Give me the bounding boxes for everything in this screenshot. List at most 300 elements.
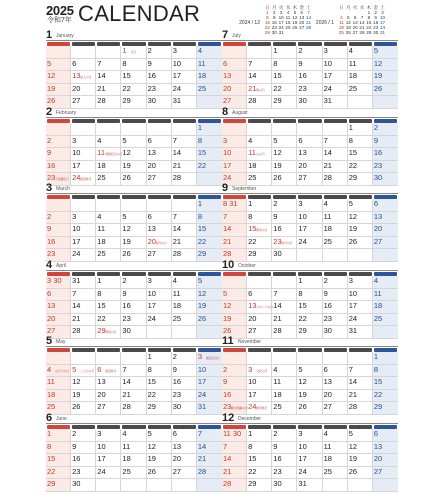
day-number: 7 xyxy=(122,364,127,374)
day-number: 19 xyxy=(348,224,358,233)
day-cell xyxy=(46,59,71,72)
day-number: 8 xyxy=(298,288,303,298)
holiday-name: スポーツの日 xyxy=(256,305,273,309)
mini-day: 13 xyxy=(299,15,305,20)
month-name: September xyxy=(232,186,257,192)
day-cell xyxy=(46,377,71,390)
day-number: 24 xyxy=(97,466,106,476)
day-cell xyxy=(222,314,247,327)
day-number: 10 xyxy=(348,288,358,298)
weekday-bar xyxy=(298,425,321,429)
day-number: 7 xyxy=(223,211,228,221)
day-cell xyxy=(297,161,322,174)
mini-day: 10 xyxy=(380,15,386,20)
day-number: 13 xyxy=(72,71,81,80)
day-cell xyxy=(323,59,348,72)
day-cell xyxy=(71,467,96,480)
day-number: 28 xyxy=(348,402,358,411)
day-cell xyxy=(96,276,121,289)
day-cell xyxy=(46,467,71,480)
weekday-bar xyxy=(298,272,321,276)
day-number: 12 xyxy=(223,301,232,310)
day-number: 26 xyxy=(197,313,207,323)
day-number: 25 xyxy=(248,173,257,182)
day-number: 17 xyxy=(248,389,257,399)
day-number: 23 xyxy=(122,313,131,323)
day-cell xyxy=(147,224,172,237)
day-number: 18 xyxy=(248,160,257,170)
holiday-name: 元日 xyxy=(130,50,137,54)
day-number: 3 xyxy=(72,135,77,145)
day-number: 5 xyxy=(223,288,228,298)
day-number: 17 xyxy=(97,454,106,463)
weekday-bar xyxy=(298,119,321,123)
day-number: 19 xyxy=(223,313,232,323)
weekday-bar xyxy=(97,119,120,123)
day-cell xyxy=(272,352,297,365)
day-cell xyxy=(96,148,121,161)
day-cell xyxy=(121,467,146,480)
day-cell xyxy=(121,442,146,455)
day-number: 14 xyxy=(197,441,207,451)
mini-day: 17 xyxy=(380,20,386,25)
day-cell xyxy=(323,84,348,97)
day-cell xyxy=(147,123,172,136)
day-cell xyxy=(222,161,247,174)
weekday-bar xyxy=(273,195,296,199)
month-block-october xyxy=(222,260,398,338)
day-cell xyxy=(222,59,247,72)
day-number: 11 xyxy=(97,224,106,233)
day-number: 11 xyxy=(348,58,357,68)
day-cell xyxy=(222,276,247,289)
weekday-bar xyxy=(97,195,120,199)
day-number: 18 xyxy=(323,224,332,233)
day-number: 10 xyxy=(298,441,307,451)
month-name: May xyxy=(56,339,66,345)
month-days xyxy=(222,346,398,414)
day-cell xyxy=(46,123,71,136)
day-number: 25 xyxy=(323,466,332,476)
day-number: 7 xyxy=(323,135,328,145)
day-number: 31 xyxy=(323,96,332,105)
day-cell xyxy=(71,71,96,84)
day-number: 12 xyxy=(273,148,282,157)
day-cell xyxy=(172,148,197,161)
day-cell xyxy=(197,365,222,378)
weekday-bar xyxy=(298,195,321,199)
day-number: 25 xyxy=(373,313,383,323)
day-cell xyxy=(147,365,172,378)
day-number: 28 xyxy=(197,466,207,476)
day-cell xyxy=(172,237,197,250)
day-number: 23 xyxy=(172,389,182,399)
mini-day: 21 xyxy=(359,25,365,30)
month-block-july xyxy=(222,30,398,108)
day-cell xyxy=(96,314,121,327)
day-number: 15 xyxy=(373,377,383,386)
weekday-bar xyxy=(97,425,120,429)
day-number: 3 xyxy=(147,276,152,285)
day-number: 4 xyxy=(323,199,328,208)
day-cell xyxy=(71,314,96,327)
day-cell xyxy=(222,390,247,403)
day-cell xyxy=(197,212,222,225)
day-number: 2 xyxy=(172,352,177,361)
day-number: 1 xyxy=(197,123,203,132)
mini-day: 8 xyxy=(266,15,269,20)
day-number: 15 xyxy=(273,71,282,80)
weekday-bar xyxy=(248,272,271,276)
day-number: 20 xyxy=(248,313,257,323)
day-cell xyxy=(121,352,146,365)
weekday-bar xyxy=(324,119,347,123)
day-cell xyxy=(147,289,172,302)
day-cell xyxy=(147,199,172,212)
day-number: 5 xyxy=(122,135,127,145)
weekday-bar xyxy=(47,42,70,46)
day-cell xyxy=(121,59,146,72)
day-cell xyxy=(297,467,322,480)
day-cell xyxy=(121,71,146,84)
day-cell xyxy=(46,365,71,378)
day-cell xyxy=(222,301,247,314)
mini-calendar-label: 2026 / 1 xyxy=(315,20,334,26)
holiday-name: 振替休日 xyxy=(105,368,117,373)
mini-day: 19 xyxy=(345,25,351,30)
day-cell xyxy=(197,237,222,250)
day-cell xyxy=(247,46,272,59)
day-cell xyxy=(147,390,172,403)
day-cell xyxy=(247,84,272,97)
weekday-bar xyxy=(97,42,120,46)
day-cell xyxy=(297,212,322,225)
day-cell xyxy=(197,314,222,327)
day-number: 10 xyxy=(72,148,81,157)
day-number: 16 xyxy=(122,301,131,310)
day-cell xyxy=(71,365,96,378)
day-cell xyxy=(323,123,348,136)
day-number: 11 30 xyxy=(223,429,242,438)
day-cell xyxy=(96,454,121,467)
day-cell xyxy=(46,479,71,492)
day-number: 26 xyxy=(72,402,81,411)
day-cell xyxy=(373,212,398,225)
day-cell xyxy=(247,123,272,136)
weekday-bar xyxy=(324,348,347,352)
day-number: 15 xyxy=(122,71,131,80)
day-cell xyxy=(46,84,71,97)
day-number: 25 xyxy=(273,402,282,411)
day-number: 13 xyxy=(248,301,257,310)
day-number: 10 xyxy=(298,211,307,221)
holiday-name: 敬老の日 xyxy=(256,228,268,232)
day-number: 10 xyxy=(223,148,232,157)
day-number: 15 xyxy=(298,301,307,310)
day-number: 19 xyxy=(122,160,131,170)
day-cell xyxy=(46,442,71,455)
day-cell xyxy=(147,237,172,250)
day-number: 28 xyxy=(97,96,106,105)
day-number: 28 xyxy=(248,96,257,105)
day-cell xyxy=(272,365,297,378)
weekday-bar xyxy=(47,195,70,199)
month-name: November xyxy=(238,339,262,345)
day-number: 16 xyxy=(47,236,56,246)
day-number: 4 xyxy=(172,276,177,285)
day-cell xyxy=(348,71,373,84)
month-days xyxy=(46,117,222,185)
weekday-bar xyxy=(47,272,70,276)
weekday-bar xyxy=(248,348,271,352)
day-cell xyxy=(172,352,197,365)
day-cell xyxy=(147,301,172,314)
mini-day: 20 xyxy=(299,20,305,25)
mini-day: 6 xyxy=(353,15,357,20)
day-cell xyxy=(323,71,348,84)
mini-day: 9 xyxy=(272,15,276,20)
day-number: 22 xyxy=(298,313,307,323)
day-number: 30 xyxy=(323,326,332,335)
day-number: 11 xyxy=(172,288,181,298)
day-number: 13 xyxy=(373,211,383,221)
day-cell xyxy=(297,224,322,237)
day-number: 15 xyxy=(197,148,207,157)
day-cell xyxy=(46,161,71,174)
month-block-march xyxy=(46,183,222,261)
day-cell xyxy=(373,314,398,327)
day-number: 24 xyxy=(223,173,232,182)
day-number: 6 xyxy=(147,135,152,145)
day-number: 17 xyxy=(72,160,81,170)
day-number: 19 xyxy=(273,160,282,170)
day-number: 5 xyxy=(197,276,203,285)
mini-day: 24 xyxy=(278,25,284,30)
day-cell xyxy=(373,377,398,390)
day-number: 26 xyxy=(298,402,307,411)
day-cell xyxy=(222,71,247,84)
month-number: 5 xyxy=(46,335,53,347)
day-number: 18 xyxy=(373,301,383,310)
weekday-bar xyxy=(173,348,196,352)
weekday-bar xyxy=(324,195,347,199)
mini-day: 31 xyxy=(380,30,386,35)
weekday-bar xyxy=(148,272,171,276)
day-number: 4 xyxy=(47,364,52,374)
day-cell xyxy=(121,314,146,327)
day-cell xyxy=(147,59,172,72)
day-cell xyxy=(348,59,373,72)
day-number: 11 xyxy=(97,148,106,157)
day-number: 29 xyxy=(373,402,383,411)
day-number: 6 xyxy=(47,288,52,298)
day-number: 27 xyxy=(97,402,106,411)
day-cell xyxy=(147,276,172,289)
month-block-february xyxy=(46,107,222,185)
weekday-bar xyxy=(273,119,296,123)
day-number: 28 xyxy=(172,173,182,182)
day-number: 8 xyxy=(147,364,152,374)
weekday-bar xyxy=(374,195,397,199)
holiday-name: みどりの日 xyxy=(55,368,70,373)
weekday-bar xyxy=(374,42,397,46)
day-number: 4 xyxy=(97,135,102,145)
day-number: 1 xyxy=(273,46,278,55)
day-cell xyxy=(373,148,398,161)
day-number: 17 xyxy=(323,71,332,80)
day-number: 14 xyxy=(223,224,232,233)
day-number: 6 xyxy=(72,58,77,68)
day-cell xyxy=(96,301,121,314)
day-cell xyxy=(373,123,398,136)
day-number: 16 xyxy=(298,71,307,80)
weekday-bar xyxy=(122,195,145,199)
day-number: 11 xyxy=(248,148,256,157)
day-number: 2 xyxy=(273,429,278,438)
weekday-bar xyxy=(273,348,296,352)
day-cell xyxy=(96,390,121,403)
day-cell xyxy=(197,148,222,161)
mini-day: 19 xyxy=(292,20,298,25)
day-number: 13 xyxy=(97,377,106,386)
day-cell xyxy=(222,123,247,136)
mini-weekday: 金 xyxy=(299,5,305,10)
mini-day: 22 xyxy=(264,25,270,30)
era-label: 令和7年 xyxy=(47,17,72,24)
day-number: 13 xyxy=(172,441,182,451)
day-cell xyxy=(46,148,71,161)
day-number: 22 xyxy=(373,389,383,399)
day-number: 22 xyxy=(248,466,257,476)
day-cell xyxy=(373,429,398,442)
mini-day: 18 xyxy=(338,25,344,30)
day-number: 21 xyxy=(223,236,232,246)
day-cell xyxy=(172,46,197,59)
day-number: 1 xyxy=(97,276,102,285)
day-number: 19 xyxy=(197,301,207,310)
weekday-bar xyxy=(173,425,196,429)
day-cell xyxy=(197,276,222,289)
day-cell xyxy=(46,212,71,225)
day-cell xyxy=(247,237,272,250)
day-cell xyxy=(297,123,322,136)
month-number: 9 xyxy=(222,182,229,194)
day-cell xyxy=(197,46,222,59)
day-cell xyxy=(348,84,373,97)
day-number: 22 xyxy=(348,160,358,170)
day-number: 20 xyxy=(172,454,182,463)
day-number: 9 xyxy=(47,148,52,157)
day-number: 19 xyxy=(298,389,307,399)
calendar-title: CALENDAR xyxy=(78,1,201,26)
day-number: 25 xyxy=(323,236,332,246)
day-cell xyxy=(272,377,297,390)
day-number: 14 xyxy=(97,71,106,80)
day-cell xyxy=(172,314,197,327)
mini-day: 31 xyxy=(278,30,284,35)
day-cell xyxy=(147,467,172,480)
day-cell xyxy=(96,377,121,390)
day-cell xyxy=(172,224,197,237)
day-cell xyxy=(247,365,272,378)
day-cell xyxy=(197,467,222,480)
day-number: 16 xyxy=(172,377,182,386)
day-cell xyxy=(323,161,348,174)
weekday-bar xyxy=(148,348,171,352)
mini-day: 12 xyxy=(292,15,298,20)
day-cell xyxy=(197,377,222,390)
day-number: 9 xyxy=(373,135,379,145)
day-number: 4 xyxy=(248,135,253,145)
holiday-name: 海の日 xyxy=(256,87,265,92)
day-cell xyxy=(297,237,322,250)
holiday-name: こどもの日 xyxy=(80,368,95,373)
day-cell xyxy=(297,276,322,289)
day-cell xyxy=(373,237,398,250)
day-cell xyxy=(121,429,146,442)
day-number: 6 xyxy=(172,429,177,438)
day-cell xyxy=(197,454,222,467)
mini-day: 2 xyxy=(374,10,377,15)
day-number: 24 xyxy=(323,83,332,93)
day-number: 31 xyxy=(172,96,182,105)
month-number: 10 xyxy=(222,259,235,271)
day-cell xyxy=(71,123,96,136)
day-number: 26 xyxy=(122,249,131,258)
day-cell xyxy=(46,352,71,365)
day-number: 17 xyxy=(197,377,207,386)
day-cell xyxy=(96,199,121,212)
day-number: 23 xyxy=(47,249,56,258)
day-cell xyxy=(297,46,322,59)
day-number: 1 xyxy=(47,429,52,438)
day-cell xyxy=(96,365,121,378)
day-cell xyxy=(71,224,96,237)
day-cell xyxy=(71,276,96,289)
day-number: 28 xyxy=(273,326,282,335)
day-number: 10 xyxy=(248,377,257,386)
day-number: 21 xyxy=(122,389,131,399)
day-cell xyxy=(121,390,146,403)
day-number: 13 xyxy=(323,377,332,386)
day-number: 3 xyxy=(323,46,328,55)
day-cell xyxy=(46,136,71,149)
day-cell xyxy=(272,301,297,314)
day-number: 27 xyxy=(298,173,307,182)
day-number: 19 xyxy=(147,454,156,463)
day-number: 13 xyxy=(147,148,156,157)
day-number: 16 xyxy=(147,71,156,80)
day-number: 9 xyxy=(72,441,77,451)
day-number: 6 xyxy=(298,135,303,145)
day-cell xyxy=(46,199,71,212)
day-cell xyxy=(373,390,398,403)
day-cell xyxy=(197,224,222,237)
weekday-bar xyxy=(198,195,221,199)
day-number: 18 xyxy=(172,301,182,310)
mini-day: 28 xyxy=(306,25,312,30)
weekday-bar xyxy=(72,119,95,123)
day-number: 29 xyxy=(348,173,358,182)
day-cell xyxy=(222,224,247,237)
day-number: 11 xyxy=(273,377,282,386)
day-cell xyxy=(348,212,373,225)
mini-day: 30 xyxy=(271,30,277,35)
day-number: 4 xyxy=(323,429,328,438)
day-cell xyxy=(197,199,222,212)
mini-day: 1 xyxy=(367,10,371,15)
day-number: 24 xyxy=(298,466,307,476)
